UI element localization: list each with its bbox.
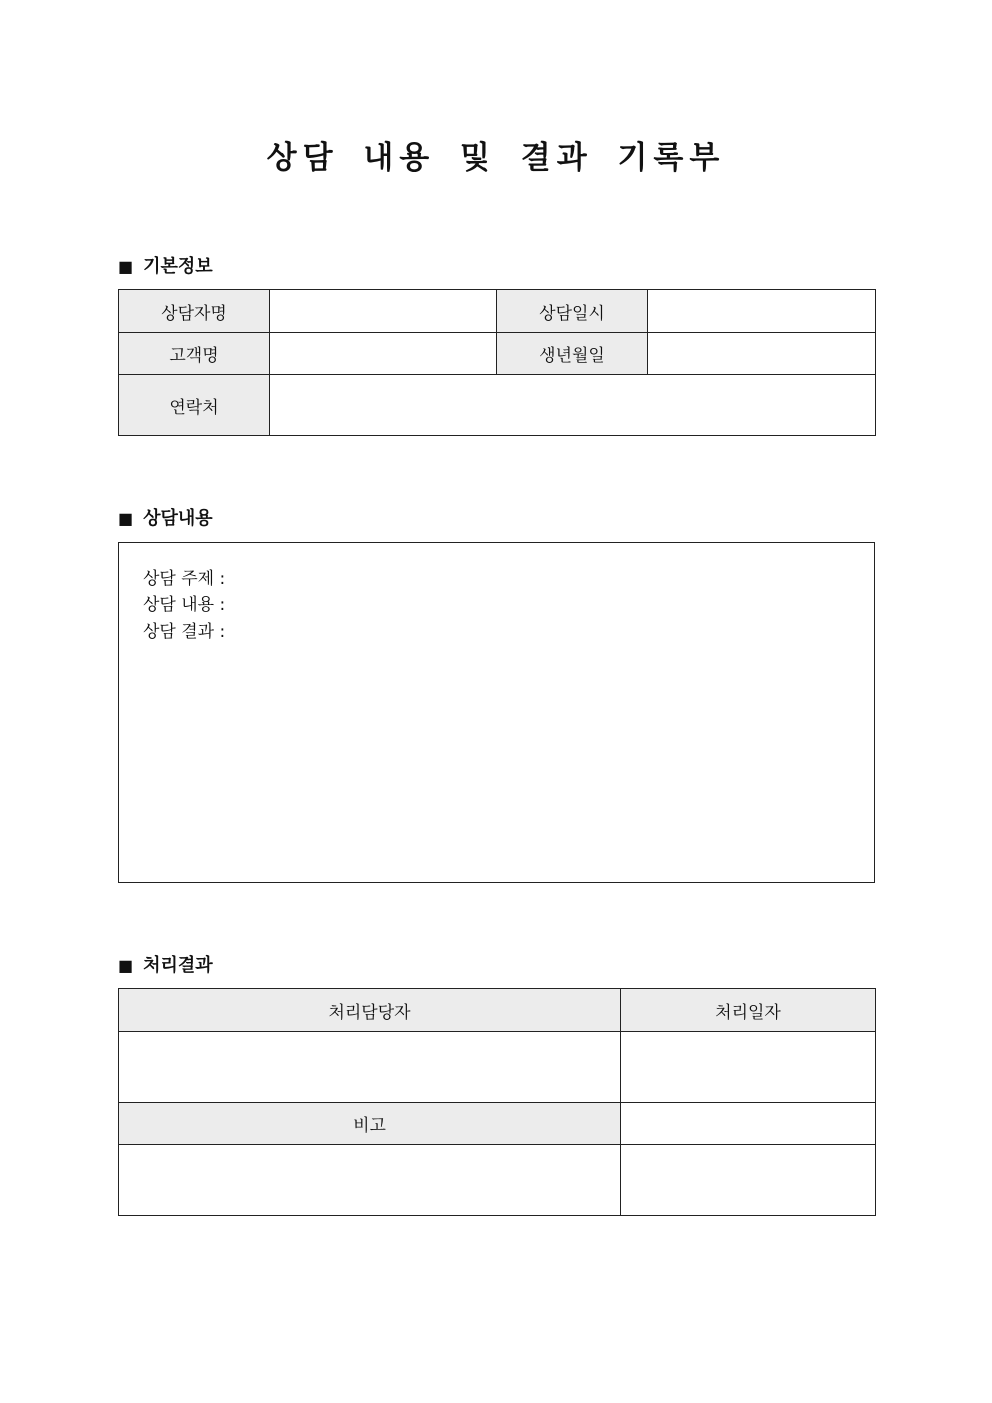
table-row bbox=[119, 1103, 876, 1145]
basic-info-table bbox=[118, 289, 876, 436]
square-bullet-icon: ■ bbox=[118, 508, 134, 528]
consultation-datetime-field[interactable] bbox=[648, 290, 876, 333]
consultation-result-line: 상담 결과 : bbox=[143, 622, 226, 642]
birthdate-label: 생년월일 bbox=[497, 333, 648, 375]
handler-field[interactable] bbox=[119, 1032, 621, 1103]
note-label: 비고 bbox=[119, 1103, 621, 1145]
table-row bbox=[119, 1032, 876, 1103]
processing-result-table bbox=[118, 988, 876, 1216]
contact-field[interactable] bbox=[270, 375, 876, 436]
handler-label: 처리담당자 bbox=[119, 989, 621, 1032]
document-title: 상담 내용 및 결과 기록부 bbox=[266, 140, 726, 176]
square-bullet-icon: ■ bbox=[118, 256, 134, 276]
processing-date-label: 처리일자 bbox=[621, 989, 876, 1032]
customer-name-label: 고객명 bbox=[119, 333, 270, 375]
section-heading-label: 상담내용 bbox=[143, 508, 213, 529]
contact-label: 연락처 bbox=[119, 375, 270, 436]
square-bullet-icon: ■ bbox=[118, 955, 134, 975]
section-heading-processing-result bbox=[118, 951, 213, 977]
note-side-field[interactable] bbox=[621, 1145, 876, 1216]
consultation-datetime-label: 상담일시 bbox=[497, 290, 648, 333]
table-row bbox=[119, 290, 876, 333]
consultation-content-box[interactable] bbox=[118, 542, 875, 883]
section-heading-label: 기본정보 bbox=[143, 256, 213, 277]
processing-date-field[interactable] bbox=[621, 1032, 876, 1103]
note-field[interactable] bbox=[119, 1145, 621, 1216]
counselor-name-label: 상담자명 bbox=[119, 290, 270, 333]
table-row bbox=[119, 333, 876, 375]
birthdate-field[interactable] bbox=[648, 333, 876, 375]
customer-name-field[interactable] bbox=[270, 333, 497, 375]
note-blank-cell[interactable] bbox=[621, 1103, 876, 1145]
table-row bbox=[119, 989, 876, 1032]
section-heading-consultation bbox=[118, 504, 213, 530]
section-heading-basic-info bbox=[118, 252, 213, 278]
section-heading-label: 처리결과 bbox=[143, 955, 213, 976]
table-row bbox=[119, 1145, 876, 1216]
consultation-topic-line: 상담 주제 : bbox=[143, 569, 226, 589]
consultation-detail-line: 상담 내용 : bbox=[143, 595, 226, 615]
counselor-name-field[interactable] bbox=[270, 290, 497, 333]
table-row bbox=[119, 375, 876, 436]
